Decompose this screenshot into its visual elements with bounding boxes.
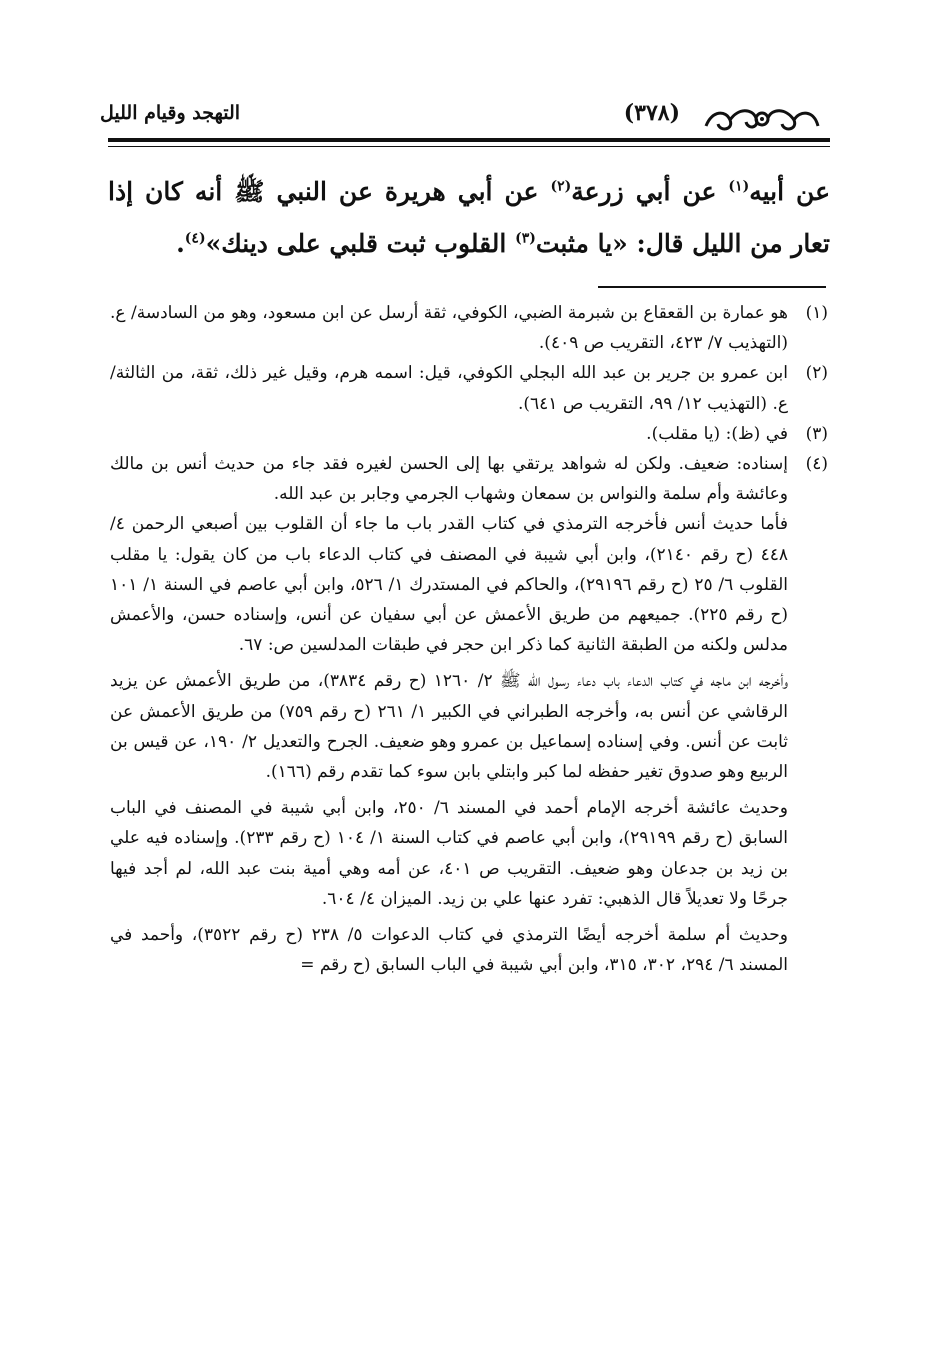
footnote-text: وحديث عائشة أخرجه الإمام أحمد في المسند ٦/ ٢٥٠، وابن أبي شيبة في المصنف في الباب السابق (ح رقم ٢٩١٩٩)، وابن أبي عاصم في كتاب السنة ١/ ١٠٤ (ح رقم ٢٣٣). وإسناده فيه علي بن زيد بن جدعان وهو ضعيف. التقريب ص ٤٠١، عن أمه وهي أمية بنت عبد الله، لم أجد فيها جرحًا ولا تعديلاً قال الذهبي: تفرد عنها علي بن زيد. الميزان ٤/ ٦٠٤. — [110, 798, 789, 909]
footnote-ref: (١) — [728, 178, 750, 195]
text-segment: عن أبي زرعة — [571, 177, 729, 206]
text-segment: القلوب ثبت قلبي على دينك» — [205, 229, 516, 258]
footnote-text: في (ظ): (يا مقلب). — [646, 423, 788, 444]
footnote-body — [110, 358, 788, 418]
page-header — [100, 96, 830, 136]
footnote-text: هو عمارة بن القعقاع بن شبرمة الضبي، الكوفي، ثقة أرسل عن ابن مسعود، وهو من السادسة/ ع. (التهذيب ٧/ ٤٢٣، التقريب ص ٤٠٩). — [110, 303, 788, 354]
text-segment: عن أبي هريرة عن النبي ﷺ أنه كان إذا تعار من الليل قال: «يا مثبت — [108, 177, 830, 258]
footnote-ref: (٤) — [184, 230, 206, 247]
text-segment: . — [176, 229, 185, 258]
footnote-body — [110, 449, 788, 980]
footnote-text: ابن عمرو بن جرير بن عبد الله البجلي الكوفي، قيل: اسمه هرم، وقيل غير ذلك، ثقة، من الثالثة/ ع. (التهذيب ١٢/ ٩٩، التقريب ص ٦٤١). — [110, 363, 788, 414]
footnote-separator — [598, 286, 826, 288]
footnote-number: (١) — [805, 303, 828, 323]
footnote — [110, 449, 828, 980]
header-rule — [108, 138, 830, 142]
text-segment: عن أبيه — [749, 177, 830, 206]
footnote-text: وحديث أم سلمة أخرجه أيضًا الترمذي في كتاب الدعوات ٥/ ٢٣٨ (ح رقم ٣٥٢٢)، وأحمد في المسند ٦/ ٢٩٤، ٣٠٢، ٣١٥، وابن أبي شيبة في الباب السابق (ح رقم = — [110, 925, 788, 976]
header-rule-thin — [108, 146, 830, 147]
footnote-ref: (٢) — [550, 178, 572, 195]
main-text — [108, 166, 830, 270]
footnote — [110, 419, 828, 449]
decorative-ornament-icon — [702, 106, 822, 132]
footnote-number: (٢) — [805, 363, 828, 384]
footnote-text: وأخرجه ابن ماجه في كتاب الدعاء باب دعاء رسول الله ﷺ ٢/ ١٢٦٠ (ح رقم ٣٨٣٤)، من طريق الأعمش عن يزيد الرقاشي عن أنس به، وأخرجه الطبراني في الكبير ١/ ٢٦١ (ح رقم ٧٥٩) من طريق الأعمش عن ثابت عن أنس. وفي إسناده إسماعيل بن عمرو وهو ضعيف. الجرح والتعديل ٢/ ١٩٠، عن قيس بن الربيع وهو صدوق تغير حفظه لما كبر وابتلي بابن سوء كما تقدم رقم (١٦٦). — [110, 671, 789, 783]
footnote-text: فأما حديث أنس فأخرجه الترمذي في كتاب القدر باب ما جاء أن القلوب بين أصبعي الرحمن ٤/ ٤٤٨ (ح رقم ٢١٤٠)، وابن أبي شيبة في المصنف في كتاب الدعاء باب من كان يقول: يا مقلب القلوب ٦/ ٢٥ (ح رقم ٢٩١٩٦)، والحاكم في المستدرك ١/ ٥٢٦، وابن أبي عاصم في السنة ١/ ١٠١ (ح رقم ٢٢٥). جميعهم من طريق الأعمش عن أبي سفيان عن أنس، وإسناده حسن، والأعمش مدلس ولكنه من الطبقة الثانية كما ذكر ابن حجر في طبقات المدلسين ص: ٦٧. — [110, 514, 789, 656]
footnote-number: (٣) — [805, 423, 828, 444]
footnotes — [110, 298, 828, 980]
footnote-body — [110, 419, 788, 449]
footnote — [110, 358, 828, 418]
footnote — [110, 298, 828, 358]
page-number: (٣٧٨) — [623, 100, 680, 126]
running-title: التهجد وقيام الليل — [100, 102, 241, 124]
footnote-body — [110, 298, 788, 358]
footnote-number: (٤) — [805, 454, 828, 475]
footnote-text: إسناده: ضعيف. ولكن له شواهد يرتقي بها إلى الحسن لغيره فقد جاء من حديث أنس بن مالك وعائشة وأم سلمة والنواس بن سمعان وشهاب الجرمي وجابر بن عبد الله. — [110, 454, 788, 505]
hadith-paragraph — [108, 166, 830, 270]
footnote-ref: (٣) — [515, 230, 536, 247]
